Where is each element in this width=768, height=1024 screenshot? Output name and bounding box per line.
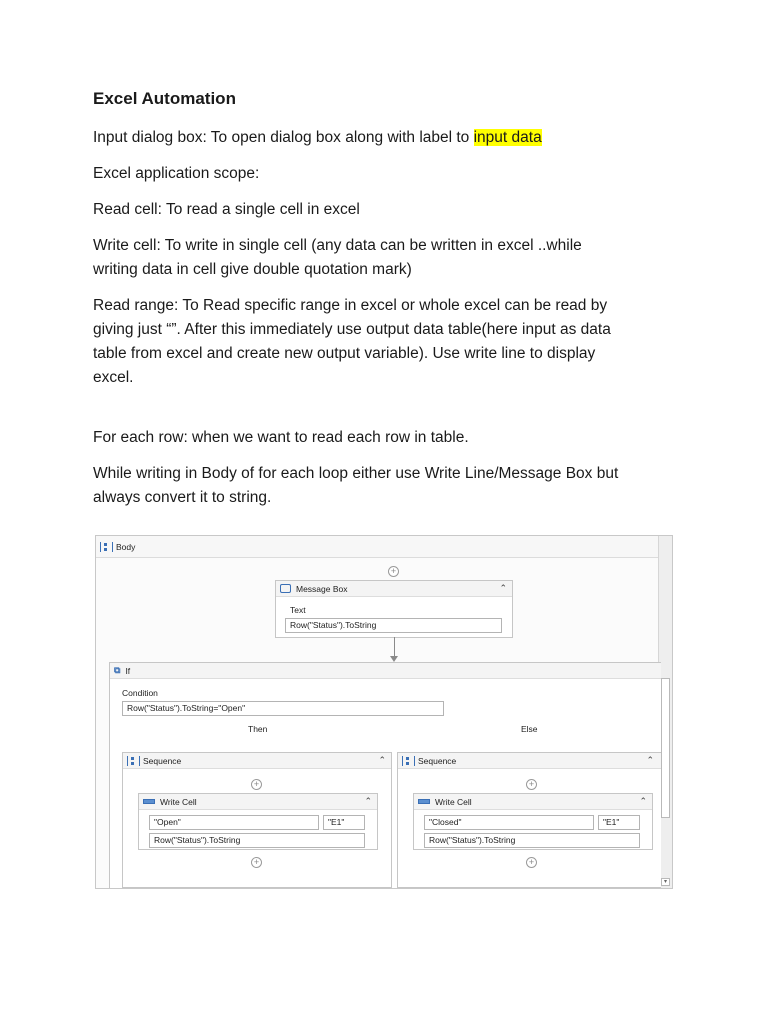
else-sequence[interactable]	[397, 752, 661, 888]
vertical-scrollbar-thumb[interactable]	[661, 678, 670, 818]
message-box-icon	[280, 584, 291, 593]
else-text-field[interactable]: Row("Status").ToString	[424, 833, 640, 848]
paragraph-input-dialog-text: Input dialog box: To open dialog box along with label to	[93, 129, 474, 146]
then-write-cell-title: Write Cell	[160, 796, 197, 807]
add-activity-plus-icon[interactable]: +	[388, 566, 399, 577]
write-cell-line-2: writing data in cell give double quotation mark)	[93, 261, 412, 278]
then-label: Then	[248, 724, 268, 734]
document-body	[93, 88, 683, 522]
then-text-field[interactable]: Row("Status").ToString	[149, 833, 365, 848]
sequence-icon	[100, 542, 111, 552]
else-cell-field[interactable]: "E1"	[598, 815, 640, 830]
if-activity[interactable]	[109, 662, 661, 888]
then-sequence-title: Sequence	[143, 755, 182, 766]
read-range-line-4: excel.	[93, 369, 134, 386]
else-write-cell-activity[interactable]	[413, 793, 653, 850]
double-chevron-up-icon[interactable]: ⌃	[646, 755, 654, 765]
then-write-cell-header	[139, 794, 377, 810]
add-activity-plus-icon[interactable]: +	[251, 779, 262, 790]
paragraph-write-cell	[93, 234, 683, 282]
paragraph-excel-scope: Excel application scope:	[93, 165, 260, 182]
add-activity-plus-icon[interactable]: +	[526, 779, 537, 790]
else-label: Else	[521, 724, 538, 734]
then-sequence-header	[123, 753, 391, 769]
then-sequence[interactable]	[122, 752, 392, 888]
paragraph-read-cell: Read cell: To read a single cell in excel	[93, 201, 360, 218]
paragraph-input-dialog	[93, 126, 683, 150]
then-sheet-field[interactable]: "Open"	[149, 815, 319, 830]
add-activity-plus-icon[interactable]: +	[251, 857, 262, 868]
if-title: If	[125, 665, 131, 676]
if-icon: ⧉	[114, 665, 121, 675]
read-range-line-3: table from excel and create new output variable). Use write line to display	[93, 345, 596, 362]
write-cell-icon	[143, 799, 155, 804]
scroll-down-button[interactable]: ▾	[661, 878, 670, 886]
if-header	[110, 663, 661, 679]
write-cell-icon	[418, 799, 430, 804]
message-box-text-label: Text	[290, 605, 306, 615]
condition-label: Condition	[122, 688, 158, 698]
then-write-cell-activity[interactable]	[138, 793, 378, 850]
else-write-cell-title: Write Cell	[435, 796, 472, 807]
else-write-cell-header	[414, 794, 652, 810]
body-label: Body	[116, 541, 136, 552]
double-chevron-up-icon[interactable]: ⌃	[639, 796, 647, 806]
paragraph-for-each-row: For each row: when we want to read each row in table.	[93, 429, 469, 446]
write-cell-line-1: Write cell: To write in single cell (any data can be written in excel ..while	[93, 237, 582, 254]
message-box-title: Message Box	[296, 583, 348, 594]
while-writing-line-1: While writing in Body of for each loop either use Write Line/Message Box but	[93, 465, 619, 482]
else-sequence-header	[398, 753, 661, 769]
read-range-line-1: Read range: To Read specific range in excel or whole excel can be read by	[93, 297, 608, 314]
double-chevron-up-icon[interactable]: ⌃	[364, 796, 372, 806]
highlighted-text: input data	[473, 129, 542, 146]
else-sequence-title: Sequence	[418, 755, 457, 766]
body-header	[96, 536, 660, 558]
double-chevron-up-icon[interactable]: ⌃	[378, 755, 386, 765]
paragraph-read-range	[93, 294, 683, 390]
read-range-line-2: giving just “”. After this immediately use output data table(here input as data	[93, 321, 611, 338]
else-sheet-field[interactable]: "Closed"	[424, 815, 594, 830]
condition-field[interactable]: Row("Status").ToString="Open"	[122, 701, 444, 716]
document-title: Excel Automation	[93, 89, 236, 108]
message-box-text-field[interactable]: Row("Status").ToString	[285, 618, 502, 633]
double-chevron-up-icon[interactable]: ⌃	[499, 583, 507, 593]
message-box-header	[276, 581, 512, 597]
while-writing-line-2: always convert it to string.	[93, 489, 272, 506]
paragraph-while-writing	[93, 462, 683, 510]
sequence-icon	[127, 756, 138, 766]
sequence-icon	[402, 756, 413, 766]
then-cell-field[interactable]: "E1"	[323, 815, 365, 830]
add-activity-plus-icon[interactable]: +	[526, 857, 537, 868]
message-box-activity[interactable]	[275, 580, 513, 638]
